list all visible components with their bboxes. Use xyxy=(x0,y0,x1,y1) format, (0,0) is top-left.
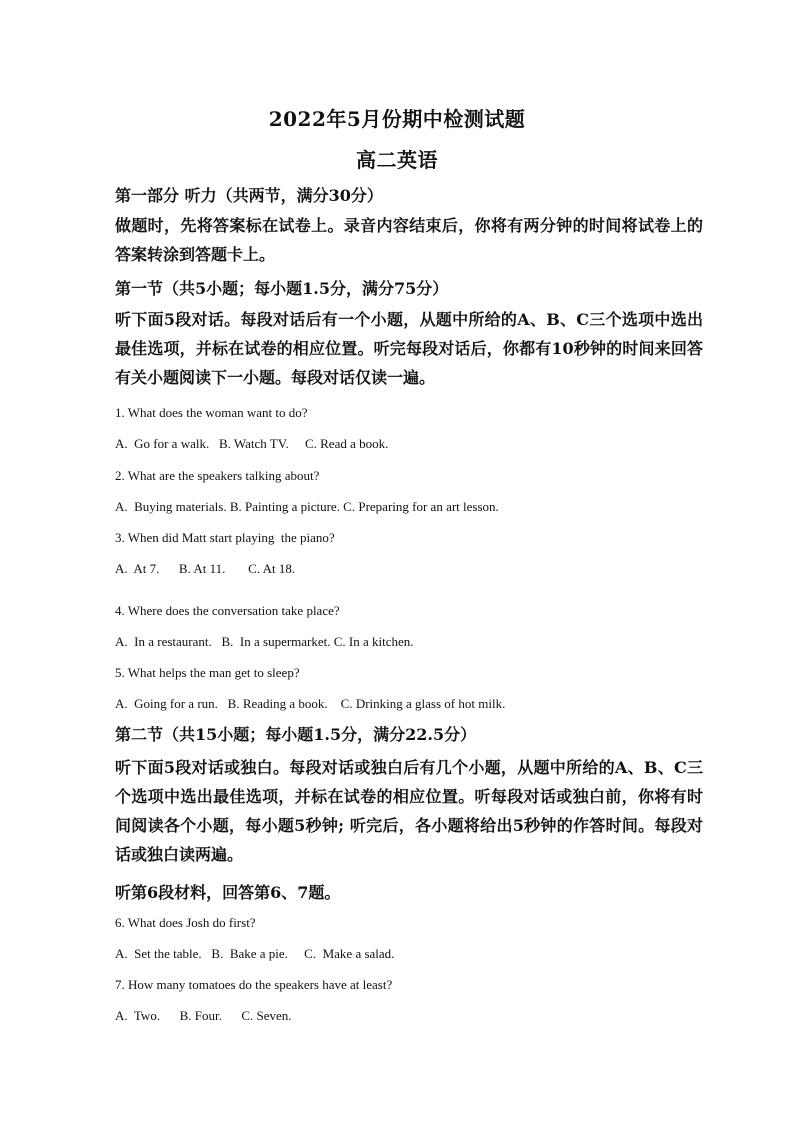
question-2-options: A. Buying materials. B. Painting a picture. C. Preparing for an art lesson. xyxy=(115,499,499,514)
question-3-options: A. At 7. B. At 11. C. At 18. xyxy=(115,561,296,576)
question-1-stem: 1. What does the woman want to do? xyxy=(115,405,308,420)
question-6-options: A. Set the table. B. Bake a pie. C. Make a salad. xyxy=(115,946,395,961)
question-7-stem: 7. How many tomatoes do the speakers have at least? xyxy=(115,977,393,992)
section1-instructions: 听下面5段对话。每段对话后有一个小题，从题中所给的A、B、C三个选项中选出最佳选项，并标在试卷的相应位置。听完每段对话后，你都有10秒钟的时间来回答有关小题阅读下一小题。每段对话仅读一遍。 xyxy=(115,310,703,387)
question-6-stem: 6. What does Josh do first? xyxy=(115,915,256,930)
question-4-stem: 4. Where does the conversation take place? xyxy=(115,603,340,618)
material-heading: 听第6段材料，回答第6、7题。 xyxy=(115,883,341,902)
part1-heading: 第一部分 听力（共两节，满分30分） xyxy=(115,186,383,205)
question-4-options: A. In a restaurant. B. In a supermarket. C. In a kitchen. xyxy=(115,634,414,649)
section2-instructions: 听下面5段对话或独白。每段对话或独白后有几个小题，从题中所给的A、B、C三个选项中选出最佳选项，并标在试卷的相应位置。听每段对话或独白前，你将有时间阅读各个小题，每小题5秒钟; 听完后，各小题将给出5秒钟的作答时间。每段对话或独白读两遍。 xyxy=(115,758,703,864)
question-5-stem: 5. What helps the man get to sleep? xyxy=(115,665,300,680)
question-3-stem: 3. When did Matt start playing the piano? xyxy=(115,530,335,545)
section1-heading: 第一节（共5小题；每小题1.5分，满分75分） xyxy=(115,279,449,298)
part1-instructions: 做题时，先将答案标在试卷上。录音内容结束后，你将有两分钟的时间将试卷上的答案转涂到答题卡上。 xyxy=(115,216,703,264)
question-2-stem: 2. What are the speakers talking about? xyxy=(115,468,320,483)
question-1-options: A. Go for a walk. B. Watch TV. C. Read a book. xyxy=(115,436,389,451)
exam-subject: 高二英语 xyxy=(356,148,438,172)
question-5-options: A. Going for a run. B. Reading a book. C. Drinking a glass of hot milk. xyxy=(115,696,506,711)
question-7-options: A. Two. B. Four. C. Seven. xyxy=(115,1008,292,1023)
section2-heading: 第二节（共15小题；每小题1.5分，满分22.5分） xyxy=(115,725,477,744)
exam-title: 2022年5月份期中检测试题 xyxy=(268,107,526,131)
